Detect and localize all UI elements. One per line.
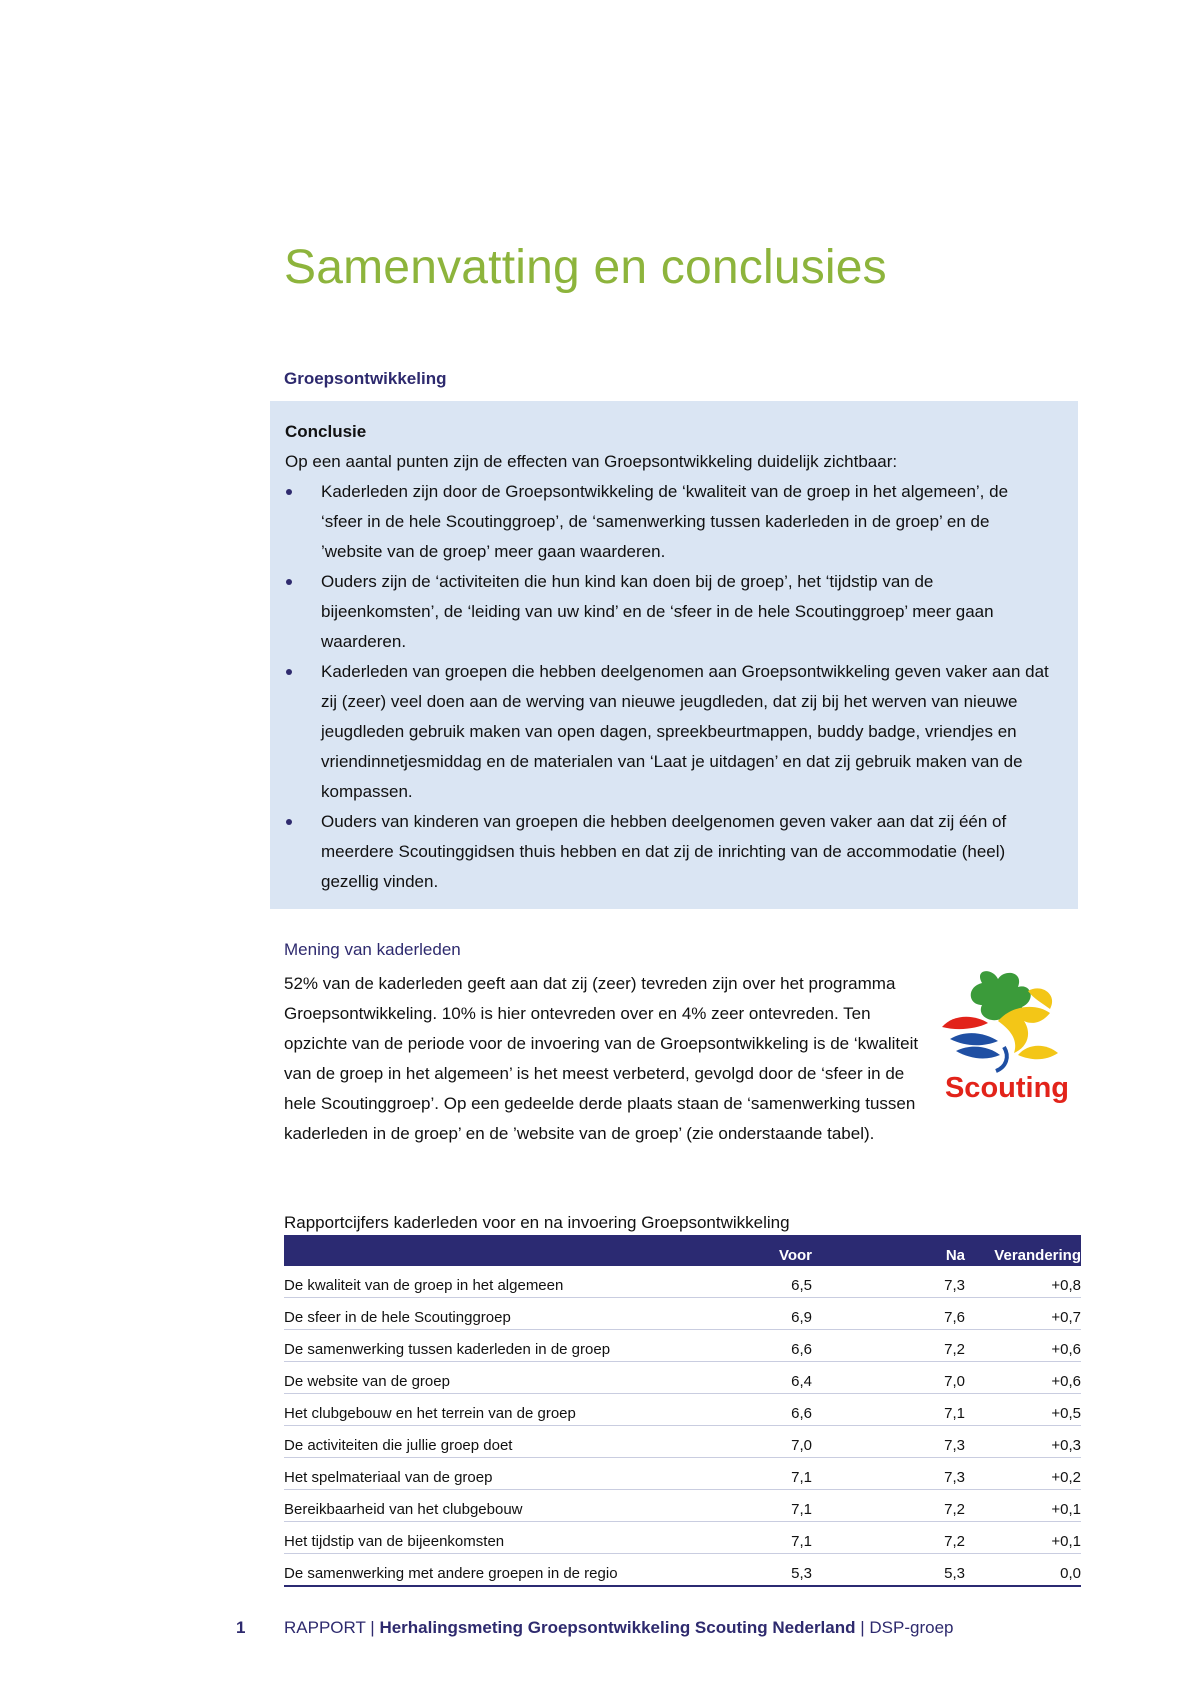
conclusion-title: Conclusie — [285, 422, 367, 441]
row-verandering: 0,0 — [965, 1554, 1081, 1587]
row-verandering: +0,7 — [965, 1298, 1081, 1330]
footer-prefix: RAPPORT | — [284, 1618, 380, 1637]
row-label: Het clubgebouw en het terrein van de groep — [284, 1394, 650, 1426]
row-label: De activiteiten die jullie groep doet — [284, 1426, 650, 1458]
kaderleden-heading: Mening van kaderleden — [284, 940, 461, 959]
row-verandering: +0,1 — [965, 1490, 1081, 1522]
page-number: 1 — [236, 1618, 246, 1637]
row-verandering: +0,6 — [965, 1330, 1081, 1362]
conclusion-box — [270, 401, 1078, 909]
row-voor: 6,4 — [650, 1362, 812, 1394]
table-header-row — [284, 1235, 1081, 1266]
row-na: 7,1 — [812, 1394, 965, 1426]
footer-suffix: | DSP-groep — [855, 1618, 954, 1637]
bullet-icon — [286, 579, 292, 585]
logo-text: Scouting — [944, 1072, 1070, 1104]
bullet-icon — [286, 669, 292, 675]
header-na: Na — [812, 1235, 965, 1266]
kaderleden-text: 52% van de kaderleden geeft aan dat zij (zeer) tevreden zijn over het programma Groepsontwikkeling. 10% is hier ontevreden over en 4% zeer ontevreden. Ten opzichte van de periode voor de invoering van de Groepsontwikkeling is de ‘kwaliteit van de groep in het algemeen’ is het meest verbeterd, gevolgd door de ‘sfeer in de hele Scoutinggroep’. Op een gedeelde derde plaats staan de ‘samenwerking tussen kaderleden in de groep’ en de ’website van de groep’ (zie onderstaande tabel). — [284, 974, 919, 1143]
row-verandering: +0,1 — [965, 1522, 1081, 1554]
list-item — [285, 657, 1054, 807]
conclusion-intro: Op een aantal punten zijn de effecten van Groepsontwikkeling duidelijk zichtbaar: — [285, 452, 898, 471]
row-verandering: +0,5 — [965, 1394, 1081, 1426]
page-title: Samenvatting en conclusies — [284, 241, 887, 294]
row-verandering: +0,3 — [965, 1426, 1081, 1458]
table-row — [284, 1298, 1081, 1330]
row-na: 7,2 — [812, 1490, 965, 1522]
section-heading: Groepsontwikkeling — [284, 369, 447, 388]
bullet-text: Ouders van kinderen van groepen die hebben deelgenomen geven vaker aan dat zij één of meerdere Scoutinggidsen thuis hebben en dat zij de inrichting van de accommodatie (heel) gezellig vinden. — [321, 812, 1007, 891]
kaderleden-paragraph — [284, 969, 1084, 1149]
row-voor: 5,3 — [650, 1554, 812, 1587]
row-label: De website van de groep — [284, 1362, 650, 1394]
bullet-text: Kaderleden zijn door de Groepsontwikkeling de ‘kwaliteit van de groep in het algemeen’, de ‘sfeer in de hele Scoutinggroep’, de ‘samenwerking tussen kaderleden in de groep’ en de ’website van de groep’ meer gaan waarderen. — [321, 482, 1009, 561]
bullet-icon — [286, 489, 292, 495]
row-na: 7,0 — [812, 1362, 965, 1394]
scouting-logo — [932, 969, 1082, 1119]
list-item — [285, 567, 1054, 657]
table-row — [284, 1426, 1081, 1458]
row-label: De kwaliteit van de groep in het algemeen — [284, 1266, 650, 1298]
scouting-logo-icon — [932, 969, 1082, 1119]
table-row — [284, 1330, 1081, 1362]
row-na: 7,2 — [812, 1522, 965, 1554]
row-voor: 6,9 — [650, 1298, 812, 1330]
row-label: Bereikbaarheid van het clubgebouw — [284, 1490, 650, 1522]
row-na: 7,3 — [812, 1426, 965, 1458]
bullet-icon — [286, 819, 292, 825]
row-voor: 6,6 — [650, 1394, 812, 1426]
table-row — [284, 1266, 1081, 1298]
bullet-text: Kaderleden van groepen die hebben deelgenomen aan Groepsontwikkeling geven vaker aan dat zij (zeer) veel doen aan de werving van nieuwe jeugdleden, dat zij bij het werven van nieuwe jeugdleden gebruik maken van open dagen, spreekbeurtmappen, buddy badge, vriendjes en vriendinnetjesmiddag en de materialen van ‘Laat je uitdagen’ en dat zij gebruik maken van de kompassen. — [321, 662, 1049, 801]
list-item — [285, 807, 1054, 897]
footer-text — [284, 1618, 953, 1638]
row-verandering: +0,6 — [965, 1362, 1081, 1394]
row-label: Het tijdstip van de bijeenkomsten — [284, 1522, 650, 1554]
table-row — [284, 1458, 1081, 1490]
row-voor: 7,0 — [650, 1426, 812, 1458]
row-verandering: +0,2 — [965, 1458, 1081, 1490]
header-verandering: Verandering — [965, 1235, 1081, 1266]
row-voor: 7,1 — [650, 1458, 812, 1490]
table-row — [284, 1362, 1081, 1394]
bullet-text: Ouders zijn de ‘activiteiten die hun kind kan doen bij de groep’, het ‘tijdstip van de bijeenkomsten’, de ‘leiding van uw kind’ en de ‘sfeer in de hele Scoutinggroep’ meer gaan waarderen. — [321, 572, 994, 651]
row-voor: 7,1 — [650, 1490, 812, 1522]
row-na: 7,6 — [812, 1298, 965, 1330]
table-row — [284, 1554, 1081, 1587]
table-row — [284, 1490, 1081, 1522]
list-item — [285, 477, 1054, 567]
footer-report-title: Herhalingsmeting Groepsontwikkeling Scouting Nederland — [379, 1618, 856, 1637]
row-label: De samenwerking tussen kaderleden in de groep — [284, 1330, 650, 1362]
conclusion-list — [285, 477, 1054, 897]
table-row — [284, 1522, 1081, 1554]
header-voor: Voor — [650, 1235, 812, 1266]
table-row — [284, 1394, 1081, 1426]
row-voor: 6,6 — [650, 1330, 812, 1362]
score-table — [284, 1235, 1081, 1587]
row-na: 7,3 — [812, 1458, 965, 1490]
row-verandering: +0,8 — [965, 1266, 1081, 1298]
row-na: 5,3 — [812, 1554, 965, 1587]
row-label: De samenwerking met andere groepen in de regio — [284, 1554, 650, 1587]
row-label: De sfeer in de hele Scoutinggroep — [284, 1298, 650, 1330]
header-label — [284, 1235, 650, 1266]
row-voor: 7,1 — [650, 1522, 812, 1554]
row-voor: 6,5 — [650, 1266, 812, 1298]
row-na: 7,3 — [812, 1266, 965, 1298]
table-caption: Rapportcijfers kaderleden voor en na invoering Groepsontwikkeling — [284, 1213, 790, 1232]
row-na: 7,2 — [812, 1330, 965, 1362]
row-label: Het spelmateriaal van de groep — [284, 1458, 650, 1490]
